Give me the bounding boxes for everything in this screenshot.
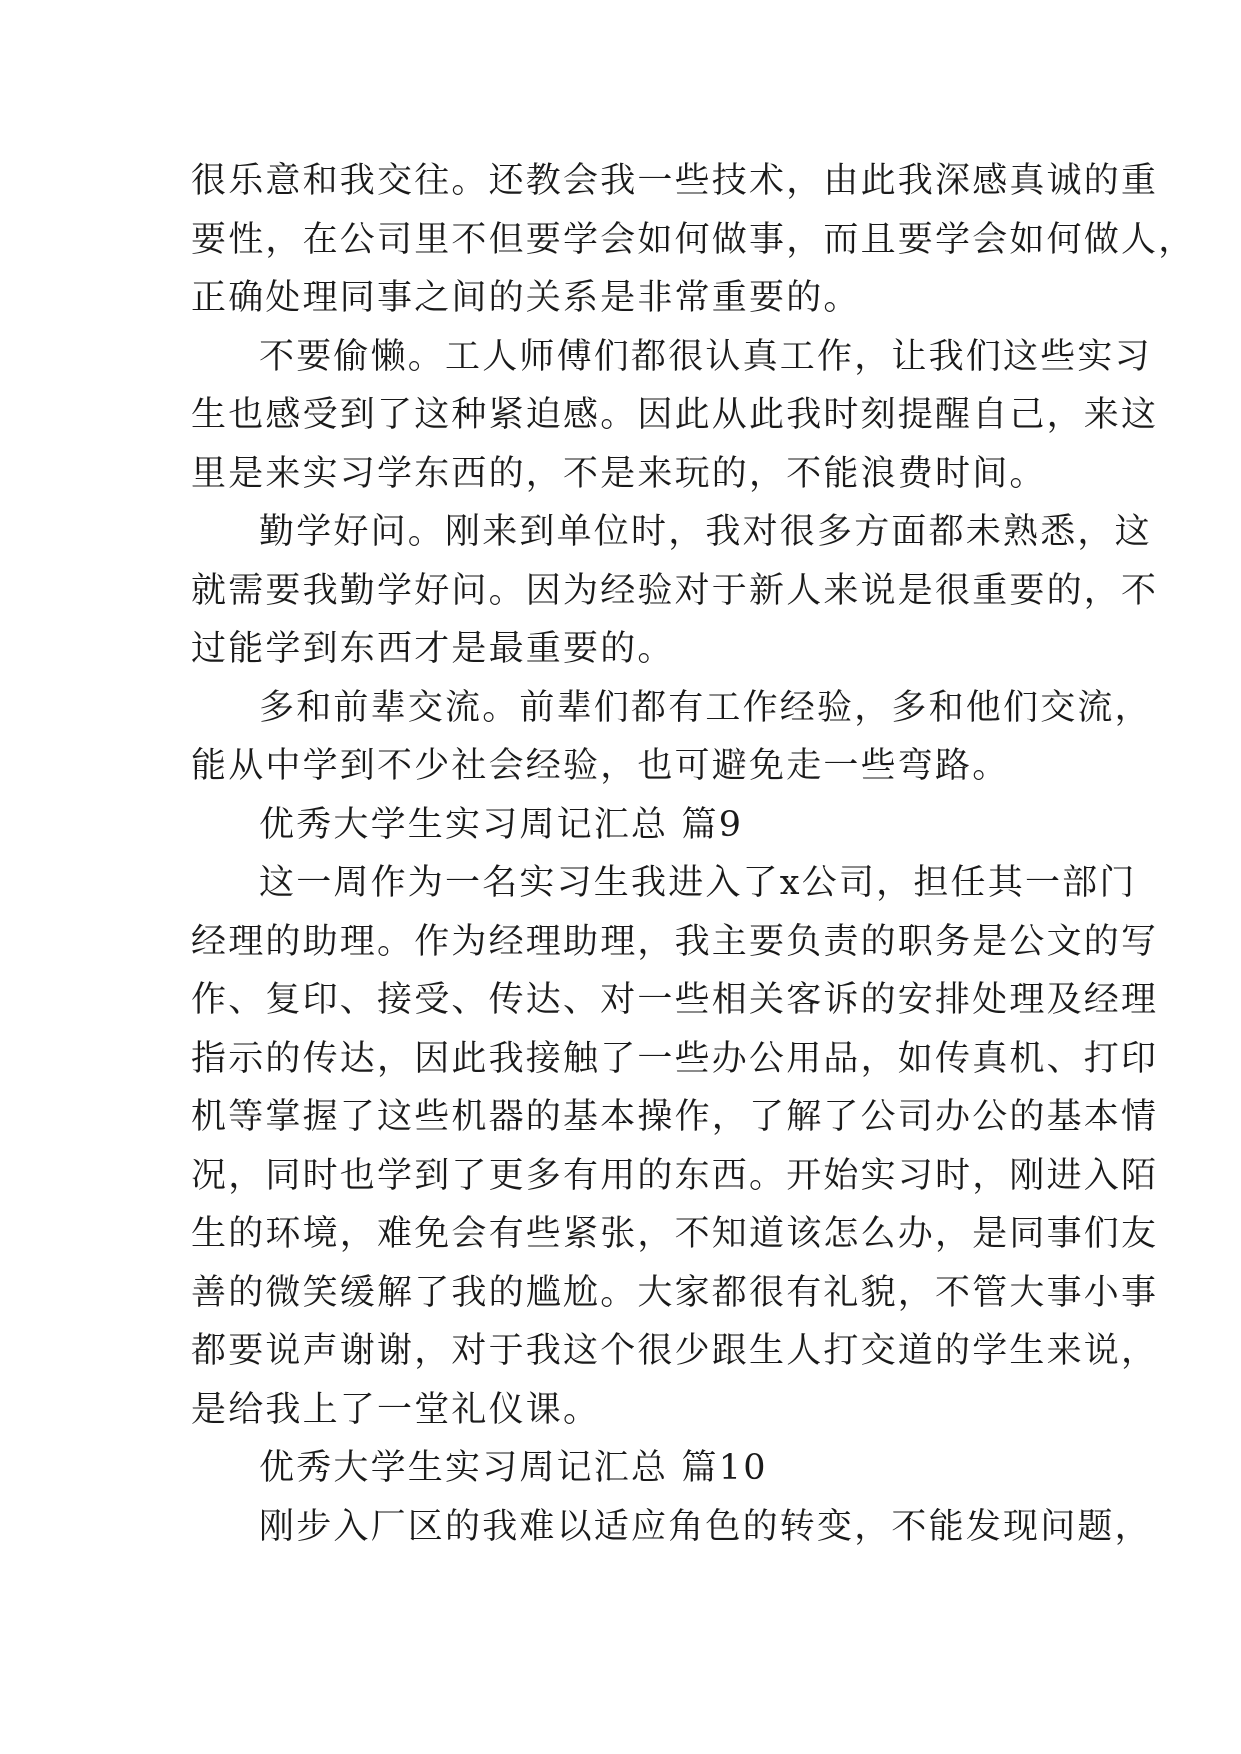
paragraph-first-line: 不要偷懒。工人师傅们都很认真工作，让我们这些实习 (259, 336, 1152, 377)
text-line: 都要说声谢谢，对于我这个很少跟生人打交道的学生来说， (191, 1331, 1159, 1371)
section-heading: 优秀大学生实习周记汇总 篇10 (259, 1448, 768, 1488)
text-line: 过能学到东西才是最重要的。 (191, 629, 675, 669)
text-line: 是给我上了一堂礼仪课。 (191, 1389, 601, 1430)
text-line: 能从中学到不少社会经验，也可避免走一些弯路。 (191, 746, 1010, 786)
document-body (191, 152, 1196, 1556)
text-line: 经理的助理。作为经理助理，我主要负责的职务是公文的写 (191, 921, 1159, 962)
paragraph-first-line: 刚步入厂区的我难以适应角色的转变，不能发现问题， (259, 1506, 1152, 1547)
text-line: 机等掌握了这些机器的基本操作，了解了公司办公的基本情 (191, 1097, 1159, 1137)
text-line: 正确处理同事之间的关系是非常重要的。 (191, 278, 861, 318)
text-line: 作、复印、接受、传达、对一些相关客诉的安排处理及经理 (191, 980, 1159, 1020)
text-line: 况，同时也学到了更多有用的东西。开始实习时，刚进入陌 (191, 1155, 1159, 1196)
text-line: 指示的传达，因此我接触了一些办公用品，如传真机、打印 (191, 1038, 1159, 1079)
paragraph-first-line: 勤学好问。刚来到单位时，我对很多方面都未熟悉，这 (259, 512, 1152, 552)
paragraph-first-line: 这一周作为一名实习生我进入了x公司，担任其一部门 (259, 863, 1137, 903)
text-line: 生的环境，难免会有些紧张，不知道该怎么办，是同事们友 (191, 1214, 1159, 1254)
text-line: 里是来实习学东西的，不是来玩的，不能浪费时间。 (191, 453, 1047, 494)
text-line: 就需要我勤学好问。因为经验对于新人来说是很重要的，不 (191, 570, 1159, 611)
paragraph-first-line: 多和前辈交流。前辈们都有工作经验，多和他们交流， (259, 687, 1152, 728)
text-line: 要性，在公司里不但要学会如何做事，而且要学会如何做人， (191, 219, 1196, 260)
text-line: 生也感受到了这种紧迫感。因此从此我时刻提醒自己，来这 (191, 395, 1159, 435)
section-heading: 优秀大学生实习周记汇总 篇9 (259, 804, 744, 845)
text-line: 善的微笑缓解了我的尴尬。大家都很有礼貌，不管大事小事 (191, 1272, 1159, 1313)
text-line: 很乐意和我交往。还教会我一些技术，由此我深感真诚的重 (191, 161, 1159, 201)
